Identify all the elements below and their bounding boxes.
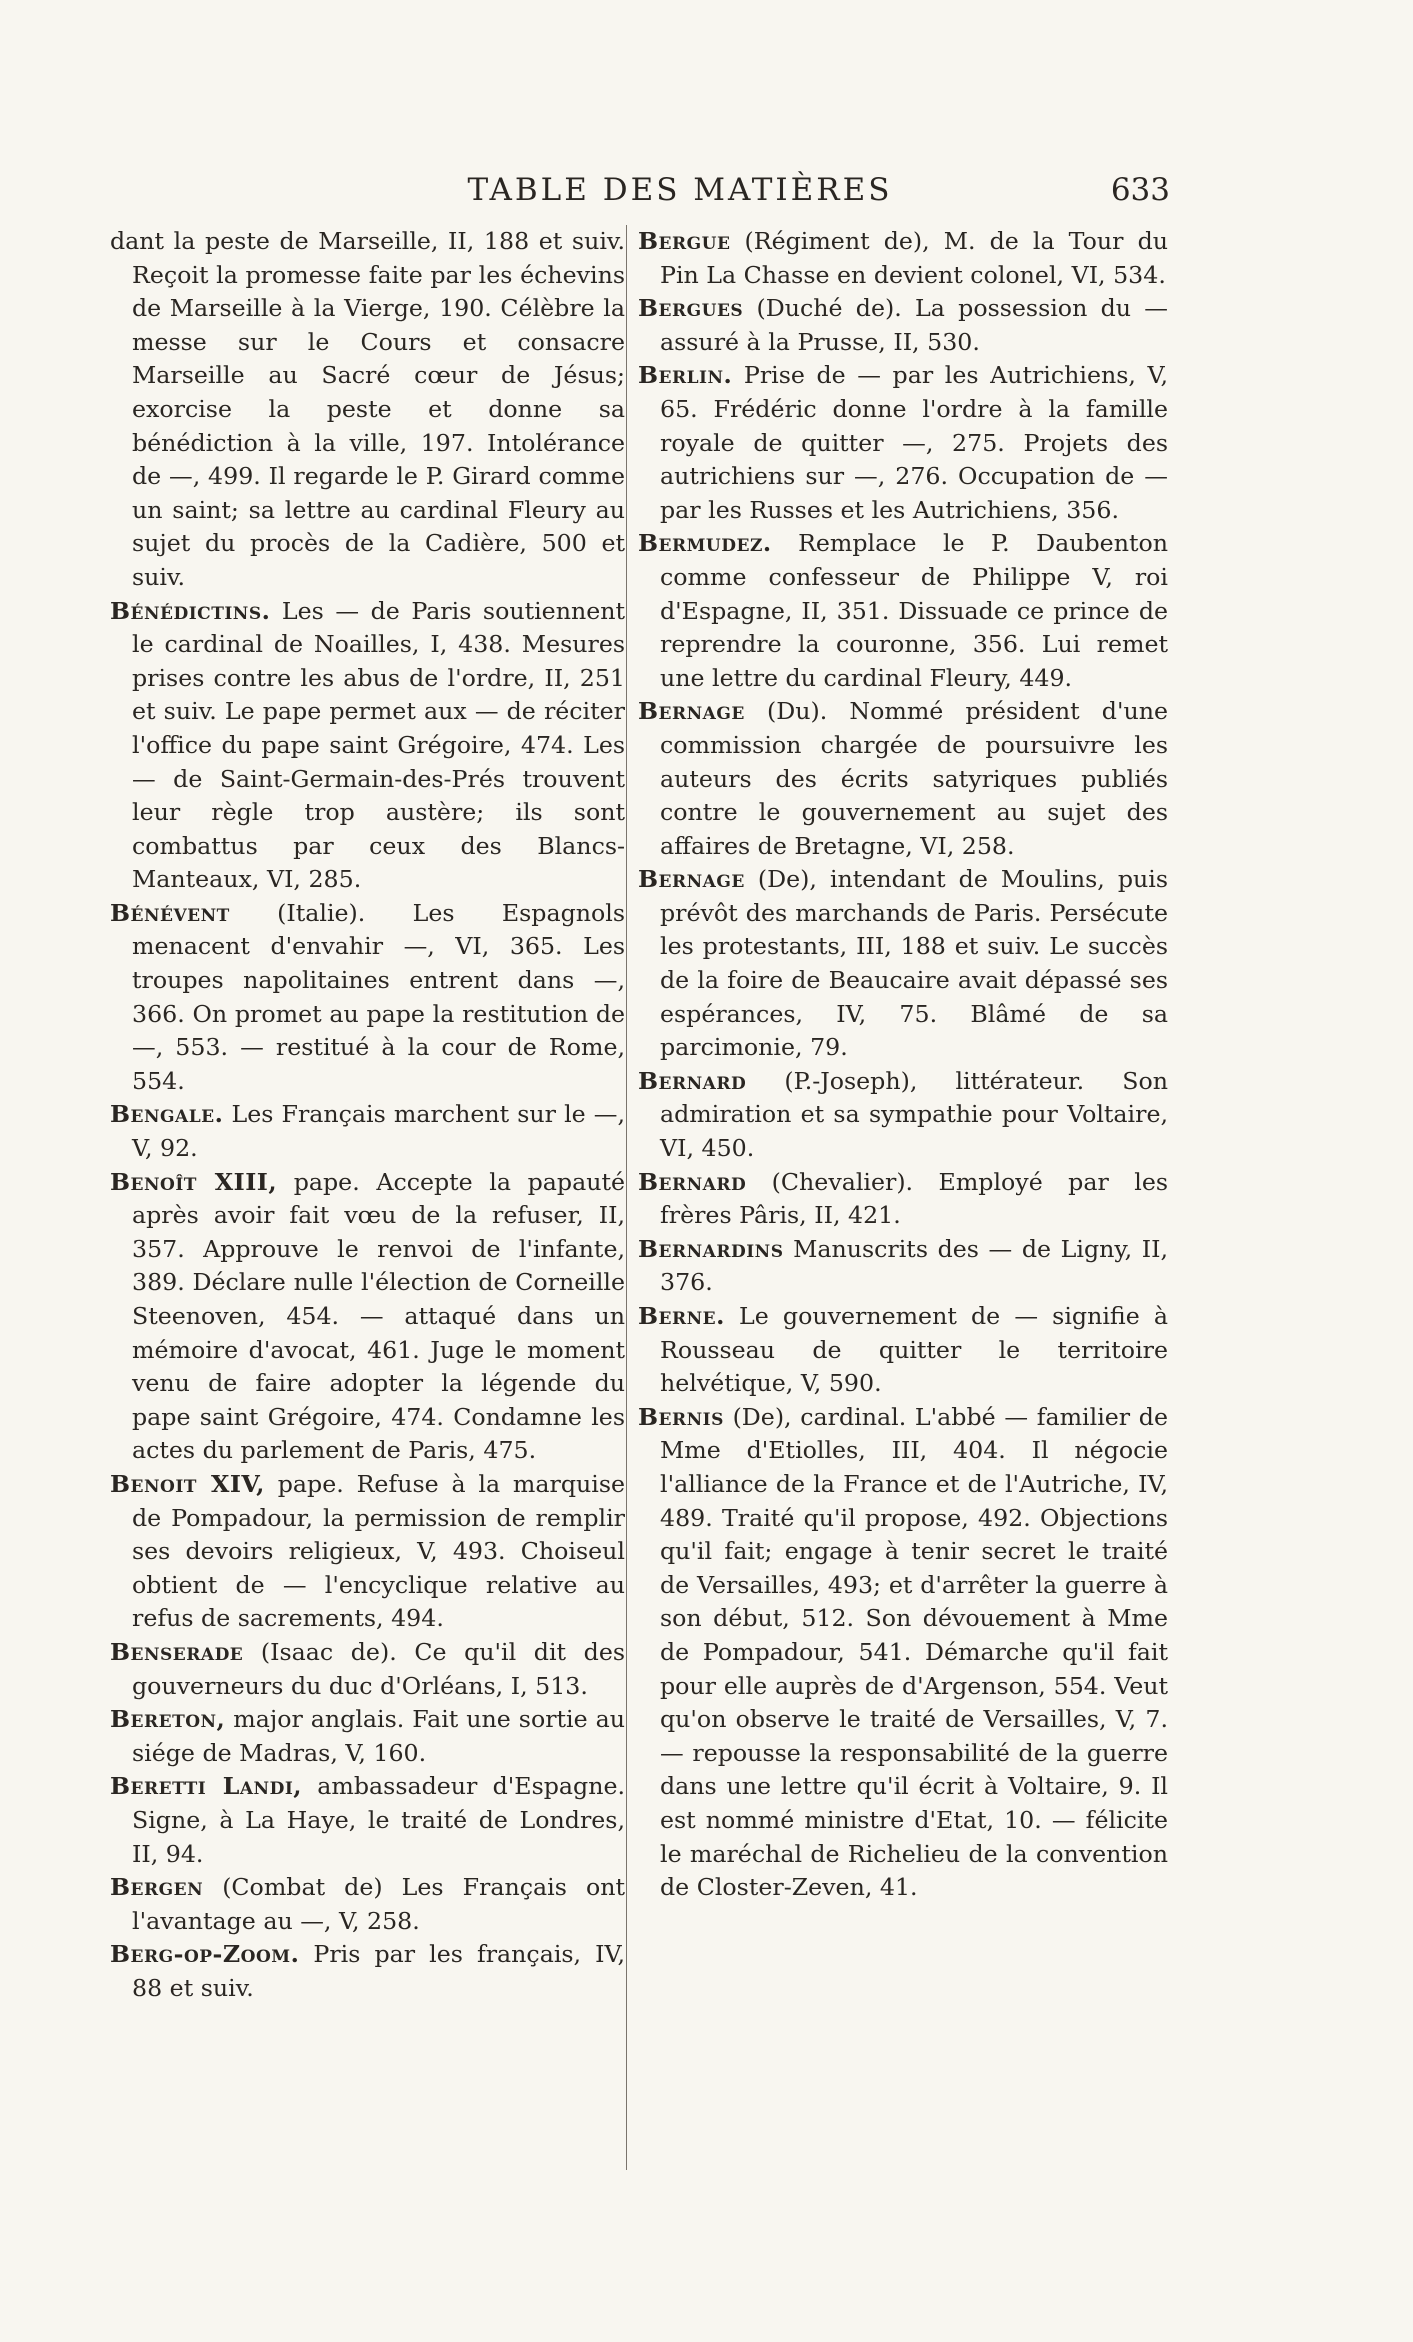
index-entry — [110, 225, 625, 595]
page-title: TABLE DES MATIÈRES — [467, 172, 893, 208]
entry-headword: Bereton, — [110, 1705, 226, 1734]
index-entry — [638, 1166, 1168, 1233]
entry-headword: Bernis — [638, 1402, 724, 1431]
index-entry — [638, 225, 1168, 292]
index-entry — [638, 527, 1168, 695]
entry-headword: Bengale. — [110, 1100, 224, 1129]
running-header — [0, 172, 1413, 212]
entry-headword: Bernage — [638, 865, 745, 894]
entry-headword: Bernardins — [638, 1234, 784, 1263]
index-entry — [110, 595, 625, 897]
entry-text: (Isaac de). Ce qu'il dit des gouverneurs du duc d'Orléans, I, 513. — [132, 1637, 625, 1700]
entry-text: dant la peste de Marseille, II, 188 et suiv. Reçoit la promesse faite par les échevins de Marseille à la Vierge, 190. Célèbre la messe sur le Cours et consacre Marseille au Sacré cœur de Jésus; exorcise la peste et donne sa bénédiction à la ville, 197. Intolérance de —, 499. Il regarde le P. Girard comme un saint; sa lettre au cardinal Fleury au sujet du procès de la Cadière, 500 et suiv. — [110, 227, 625, 591]
left-column — [110, 225, 625, 2005]
entry-headword: Berne. — [638, 1302, 725, 1330]
entry-text: pape. Accepte la papauté après avoir fait vœu de la refuser, II, 357. Approuve le renvoi de l'infante, 389. Déclare nulle l'élection de Corneille Steenoven, 454. — attaqué dans un mémoire d'avocat, 461. Juge le moment venu de faire adopter la légende du pape saint Grégoire, 474. Condamne les actes du parlement de Paris, 475. — [132, 1167, 625, 1465]
entry-headword: Bermudez. — [638, 529, 772, 558]
index-entry — [110, 1468, 625, 1636]
index-entry — [110, 1636, 625, 1703]
index-entry — [110, 1871, 625, 1938]
entry-headword: Benoit XIV, — [110, 1469, 265, 1498]
entry-text: Prise de — par les Autrichiens, V, 65. Frédéric donne l'ordre à la famille royale de quitter —, 275. Projets des autrichiens sur —, 276. Occupation de — par les Russes et les Autrichiens, 356. — [660, 361, 1168, 524]
index-entry — [110, 1166, 625, 1468]
entry-text: Pris par les français, IV, 88 et suiv. — [132, 1940, 625, 2002]
index-entry — [638, 1233, 1168, 1300]
index-entry — [638, 292, 1168, 359]
entry-headword: Bénédictins. — [110, 596, 271, 625]
index-entry — [638, 359, 1168, 527]
entry-text: (Duché de). La possession du — assuré à la Prusse, II, 530. — [660, 294, 1168, 356]
index-entry — [638, 863, 1168, 1065]
entry-text: pape. Refuse à la marquise de Pompadour, la permission de remplir ses devoirs religieux, V, 493. Choiseul obtient de — l'encyclique relative au refus de sacrements, 494. — [132, 1469, 625, 1633]
entry-text: (Régiment de), M. de la Tour du Pin La Chasse en devient colonel, VI, 534. — [660, 227, 1168, 289]
entry-text: (De), cardinal. L'abbé — familier de Mme d'Etiolles, III, 404. Il négocie l'alliance de la France et de l'Autriche, IV, 489. Traité qu'il propose, 492. Objections qu'il fait; engage à tenir secret le traité de Versailles, 493; et d'arrêter la guerre à son début, 512. Son dévouement à Mme de Pompadour, 541. Démarche qu'il fait pour elle auprès de d'Argenson, 554. Veut qu'on observe le traité de Versailles, V, 7. — repousse la responsabilité de la guerre dans une lettre qu'il écrit à Voltaire, 9. Il est nommé ministre d'Etat, 10. — félicite le maréchal de Richelieu de la convention de Closter-Zeven, 41. — [660, 1402, 1168, 1902]
entry-text: (De), intendant de Moulins, puis prévôt des marchands de Paris. Persécute les protestants, III, 188 et suiv. Le succès de la foire de Beaucaire avait dépassé ses espérances, IV, 75. Blâmé de sa parcimonie, 79. — [660, 865, 1168, 1062]
entry-text: Les Français marchent sur le —, V, 92. — [132, 1100, 625, 1163]
index-entry — [638, 1300, 1168, 1401]
entry-text: Manuscrits des — de Ligny, II, 376. — [660, 1234, 1168, 1297]
entry-text: ambassadeur d'Espagne. Signe, à La Haye, le traité de Londres, II, 94. — [132, 1772, 625, 1868]
index-entry — [110, 1770, 625, 1871]
entry-headword: Berg-op-Zoom. — [110, 1940, 300, 1969]
index-entry — [110, 1938, 625, 2005]
entry-headword: Beretti Landi, — [110, 1772, 303, 1801]
index-entry — [110, 897, 625, 1099]
entry-headword: Bergen — [110, 1873, 204, 1902]
index-entry — [110, 1703, 625, 1770]
index-entry — [638, 1401, 1168, 1905]
entry-headword: Bénévent — [110, 898, 230, 927]
column-divider — [626, 225, 627, 2170]
entry-headword: Bernage — [638, 697, 745, 726]
entry-text: Les — de Paris soutiennent le cardinal de Noailles, I, 438. Mesures prises contre les abus de l'ordre, II, 251 et suiv. Le pape permet aux — de réciter l'office du pape saint Grégoire, 474. Les — de Saint-Germain-des-Prés trouvent leur règle trop austère; ils sont combattus par ceux des Blancs-Manteaux, VI, 285. — [132, 596, 625, 894]
entry-text: (Chevalier). Employé par les frères Pâris, II, 421. — [660, 1167, 1168, 1230]
entry-text: (Combat de) Les Français ont l'avantage au —, V, 258. — [132, 1873, 625, 1935]
page-number: 633 — [1110, 172, 1170, 208]
right-column — [638, 225, 1168, 1905]
index-entry — [638, 695, 1168, 863]
entry-text: (P.-Joseph), littérateur. Son admiration et sa sympathie pour Voltaire, VI, 450. — [660, 1066, 1168, 1163]
entry-headword: Bernard — [638, 1066, 747, 1095]
index-entry — [110, 1098, 625, 1165]
entry-headword: Benserade — [110, 1637, 244, 1666]
index-entry — [638, 1065, 1168, 1166]
entry-headword: Bergues — [638, 294, 744, 323]
entry-headword: Benoît XIII, — [110, 1167, 278, 1196]
entry-headword: Berlin. — [638, 361, 733, 390]
entry-text: Remplace le P. Daubenton comme confesseur de Philippe V, roi d'Espagne, II, 351. Dissuade ce prince de reprendre la couronne, 356. Lui remet une lettre du cardinal Fleury, 449. — [660, 529, 1168, 692]
entry-headword: Bernard — [638, 1167, 747, 1196]
entry-text: (Italie). Les Espagnols menacent d'envahir —, VI, 365. Les troupes napolitaines entrent dans —, 366. On promet au pape la restitution de —, 553. — restitué à la cour de Rome, 554. — [132, 898, 625, 1095]
entry-text: major anglais. Fait une sortie au siége de Madras, V, 160. — [132, 1705, 625, 1767]
entry-headword: Bergue — [638, 227, 731, 255]
entry-text: (Du). Nommé président d'une commission chargée de poursuivre les auteurs des écrits satyriques publiés contre le gouvernement au sujet des affaires de Bretagne, VI, 258. — [660, 697, 1168, 860]
entry-text: Le gouvernement de — signifie à Rousseau de quitter le territoire helvétique, V, 590. — [660, 1302, 1168, 1398]
